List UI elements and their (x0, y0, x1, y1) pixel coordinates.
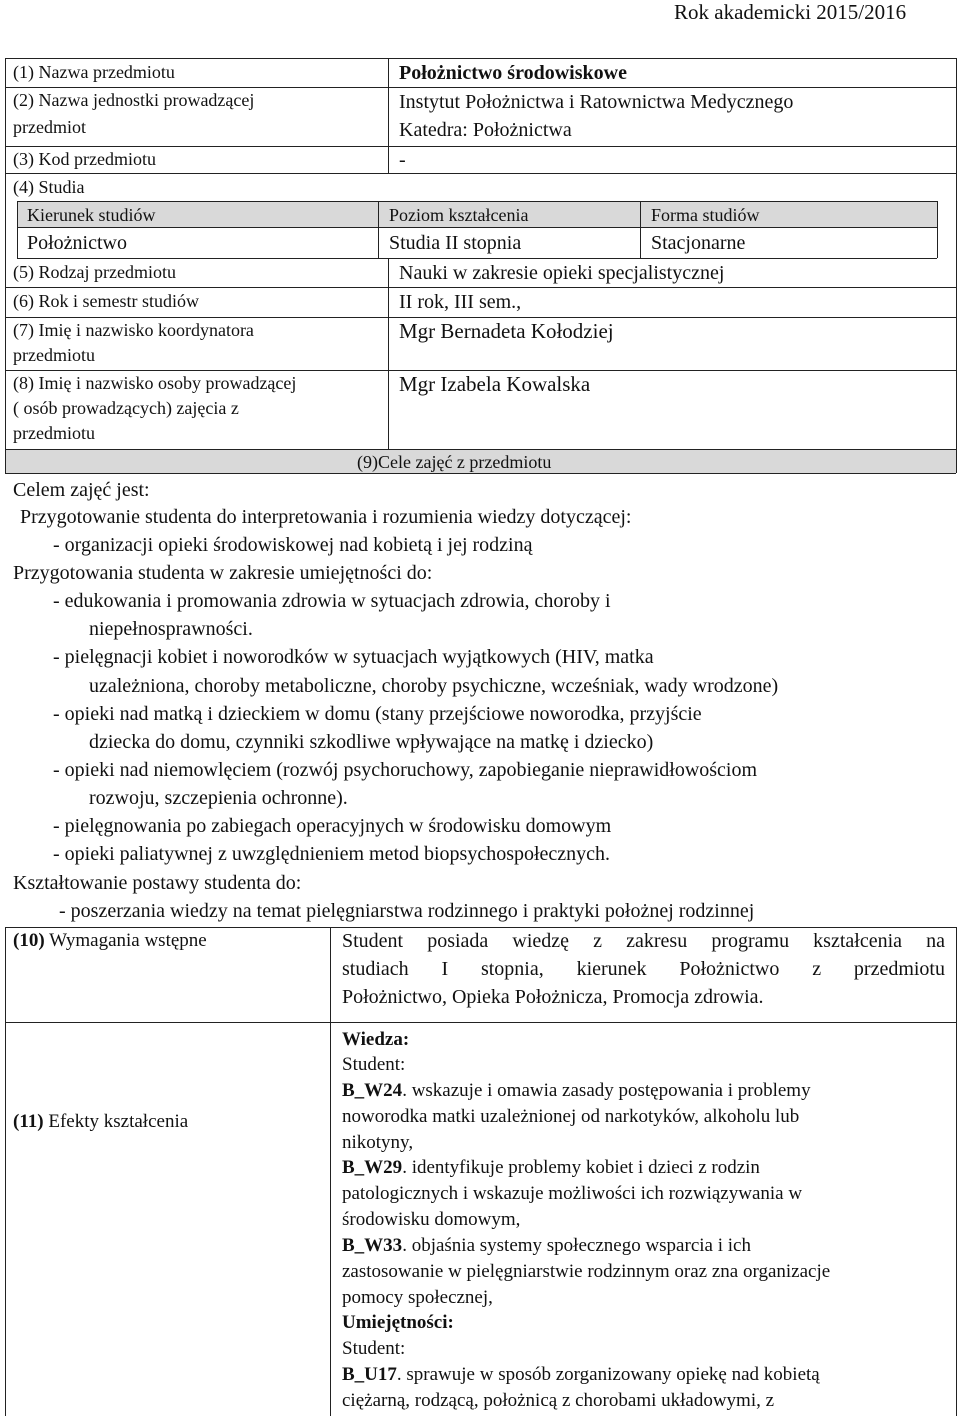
outcome-line: ciężarną, rodzącą, położnicą z chorobami układowymi, z (342, 1390, 775, 1411)
studies-header-mode: Forma studiów (651, 205, 760, 225)
coordinator-label-line2: przedmiotu (13, 345, 95, 365)
outcome-line: środowisku domowym, (342, 1209, 521, 1230)
goal-line: - organizacji opieki środowiskowej nad kobietą i jej rodziną (53, 534, 533, 556)
year-semester-value: II rok, III sem., (399, 291, 522, 313)
instructor-label-line1: (8) Imię i nazwisko osoby prowadzącej (13, 373, 297, 393)
outcome-line: pomocy społecznej, (342, 1287, 493, 1308)
prerequisites-line: Położnictwo, Opieka Położnicza, Promocja zdrowia. (342, 986, 764, 1008)
academic-year: Rok akademicki 2015/2016 (674, 0, 907, 24)
knowledge-header: Wiedza: (342, 1029, 410, 1050)
unit-value-line2: Katedra: Położnictwa (399, 119, 572, 141)
coordinator-value: Mgr Bernadeta Kołodziej (399, 319, 614, 343)
studies-header-field: Kierunek studiów (27, 205, 156, 225)
outcome-w29: B_W29. identyfikuje problemy kobiet i dzieci z rodzin (342, 1157, 760, 1178)
prerequisites-line: Student posiada wiedzę z zakresu programu kształcenia na (342, 930, 945, 952)
studies-value-level: Studia II stopnia (389, 232, 522, 254)
unit-label-line1: (2) Nazwa jednostki prowadzącej (13, 90, 255, 110)
goal-line: Kształtowanie postawy studenta do: (13, 872, 302, 894)
goal-line: rozwoju, szczepienia ochronne). (89, 787, 348, 809)
outcome-line: nikotyny, (342, 1132, 414, 1153)
instructor-value: Mgr Izabela Kowalska (399, 372, 591, 396)
coordinator-label-line1: (7) Imię i nazwisko koordynatora (13, 320, 254, 340)
goal-line: - poszerzania wiedzy na temat pielęgniarstwa rodzinnego i praktyki położnej rodzinnej (59, 900, 755, 922)
course-code-label: (3) Kod przedmiotu (13, 149, 156, 169)
goal-line: dziecka do domu, czynniki szkodliwe wpływające na matkę i dziecko) (89, 731, 654, 753)
goal-line: Przygotowanie studenta do interpretowania i rozumienia wiedzy dotyczącej: (20, 506, 632, 528)
student-label: Student: (342, 1338, 406, 1359)
instructor-label-line2: ( osób prowadzących) zajęcia z (13, 398, 239, 418)
course-type-value: Nauki w zakresie opieki specjalistycznej (399, 262, 725, 284)
goals-header: (9)Cele zajęć z przedmiotu (357, 452, 552, 472)
outcome-line: patologicznych i wskazuje możliwości ich rozwiązywania w (342, 1183, 803, 1204)
course-name-label: (1) Nazwa przedmiotu (13, 62, 175, 82)
studies-value-field: Położnictwo (27, 232, 127, 254)
outcome-u17: B_U17. sprawuje w sposób zorganizowany opiekę nad kobietą (342, 1364, 820, 1385)
goal-line: Przygotowania studenta w zakresie umiejętności do: (13, 562, 433, 584)
prerequisites-line: studiach I stopnia, kierunek Położnictwo z przedmiotu (342, 958, 945, 980)
studies-header-level: Poziom kształcenia (389, 205, 529, 225)
skills-header: Umiejętności: (342, 1312, 454, 1333)
goal-line: uzależniona, choroby metaboliczne, choroby psychiczne, wcześniak, wady wrodzone) (89, 675, 779, 697)
goal-line: niepełnosprawności. (89, 618, 253, 640)
outcomes-label: (11) Efekty kształcenia (13, 1111, 189, 1132)
goal-line: - edukowania i promowania zdrowia w sytuacjach zdrowia, choroby i (53, 590, 611, 612)
unit-label-line2: przedmiot (13, 117, 86, 137)
outcome-w33: B_W33. objaśnia systemy społecznego wsparcia i ich (342, 1235, 751, 1256)
prerequisites-label: (10) Wymagania wstępne (13, 930, 207, 951)
unit-value-line1: Instytut Położnictwa i Ratownictwa Medycznego (399, 91, 794, 113)
goal-line: - pielęgnowania po zabiegach operacyjnych w środowisku domowym (53, 815, 612, 837)
outcome-line: noworodka matki uzależnionej od narkotyków, alkoholu lub (342, 1106, 800, 1127)
outcome-w24: B_W24. wskazuje i omawia zasady postępowania i problemy (342, 1080, 811, 1101)
course-name-value: Położnictwo środowiskowe (399, 62, 627, 84)
year-semester-label: (6) Rok i semestr studiów (13, 291, 199, 311)
course-code-value: - (399, 149, 406, 171)
goals-intro: Celem zajęć jest: (13, 479, 150, 501)
goal-line: - opieki nad niemowlęciem (rozwój psychoruchowy, zapobieganie nieprawidłowościom (53, 759, 758, 781)
goal-line: - pielęgnacji kobiet i noworodków w sytuacjach wyjątkowych (HIV, matka (53, 646, 654, 668)
goal-line: - opieki nad matką i dzieckiem w domu (stany przejściowe noworodka, przyjście (53, 703, 702, 725)
studies-label: (4) Studia (13, 177, 85, 197)
outcome-line: zastosowanie w pielęgniarstwie rodzinnym oraz zna organizacje (342, 1261, 831, 1282)
studies-value-mode: Stacjonarne (651, 232, 746, 254)
goal-line: - opieki paliatywnej z uwzględnieniem metod biopsychospołecznych. (53, 843, 611, 865)
student-label: Student: (342, 1054, 406, 1075)
instructor-label-line3: przedmiotu (13, 423, 95, 443)
course-type-label: (5) Rodzaj przedmiotu (13, 262, 176, 282)
